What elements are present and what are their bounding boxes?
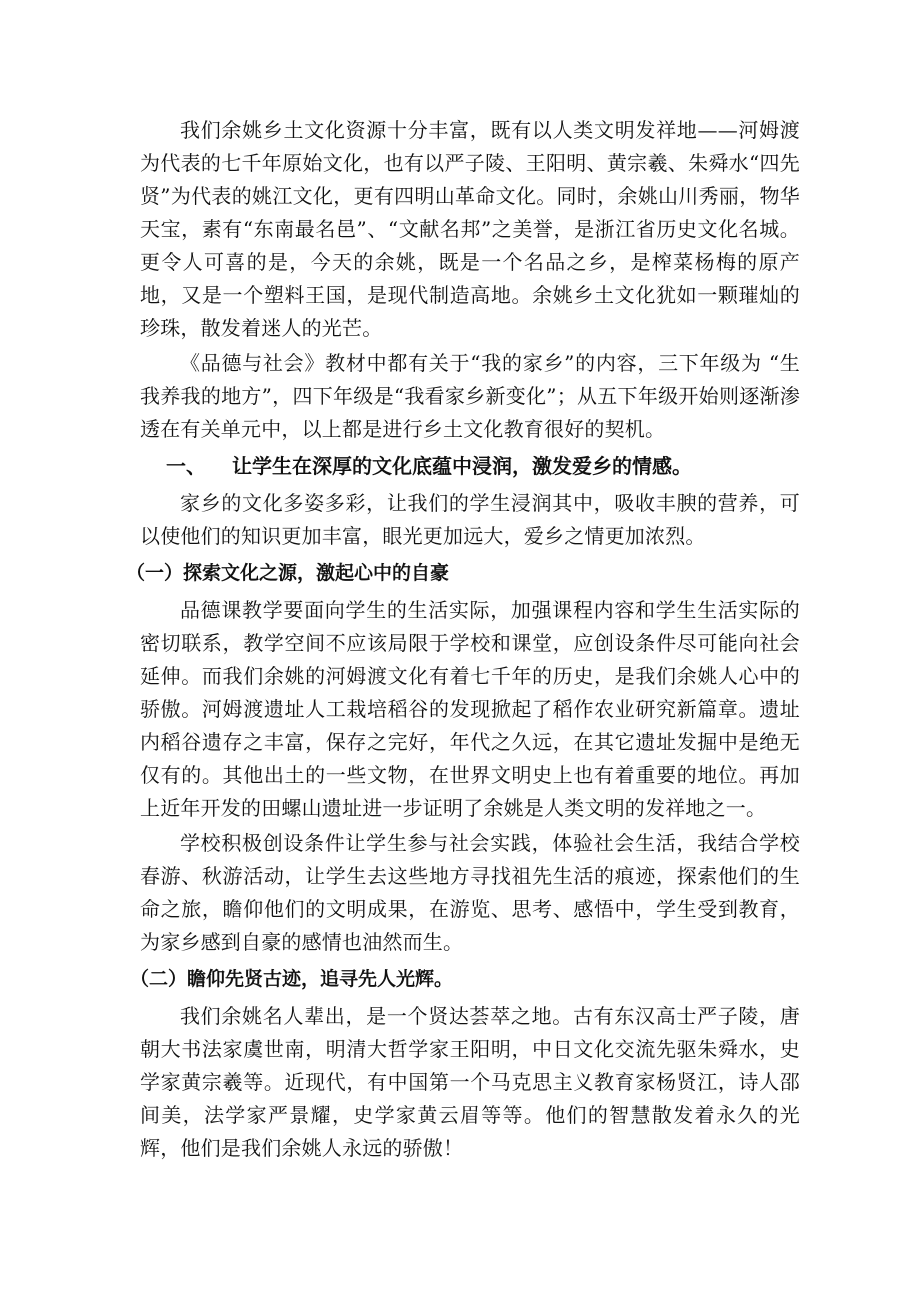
paragraph-local-culture-resources: 我们余姚乡土文化资源十分丰富，既有以人类文明发祥地——河姆渡为代表的七千年原始文化，也有以严子陵、王阳明、黄宗羲、朱舜水“四先贤”为代表的姚江文化，更有四明山革命文化。同时，余姚山川秀丽，物华天宝，素有“东南最名邑”、“文献名邦”之美誉，是浙江省历史文化名城。更令人可喜的是，今天的余姚，既是一个名品之乡，是榨菜杨梅的原产地，又是一个塑料王国，是现代制造高地。余姚乡土文化犹如一颗璀灿的珍珠，散发着迷人的光芒。	[140, 118, 800, 340]
subsection-heading-1: （一）探索文化之源，激起心中的自豪	[126, 562, 450, 584]
section-heading-1	[140, 450, 800, 483]
paragraph-hemudu-culture: 品德课教学要面向学生的生活实际，加强课程内容和学生生活实际的密切联系，教学空间不应该局限于学校和课堂，应创设条件尽可能向社会延伸。而我们余姚的河姆渡文化有着七千年的历史，是我们余姚人心中的骄傲。河姆渡遗址人工栽培稻谷的发现掀起了稻作农业研究新篇章。遗址内稻谷遗存之丰富，保存之完好，年代之久远，在其它遗址发掘中是绝无仅有的。其他出土的一些文物，在世界文明史上也有着重要的地位。再加上近年开发的田螺山遗址进一步证明了余姚是人类文明的发祥地之一。	[140, 598, 800, 820]
section-heading-text: 让学生在深厚的文化底蕴中浸润，激发爱乡的情感。	[232, 454, 692, 478]
paragraph-hometown-culture: 家乡的文化多姿多彩，让我们的学生浸润其中，吸收丰腴的营养，可以使他们的知识更加丰富，眼光更加远大，爱乡之情更加浓烈。	[140, 491, 800, 548]
paragraph-famous-people: 我们余姚名人辈出，是一个贤达荟萃之地。古有东汉高士严子陵，唐朝大书法家虞世南，明清大哲学家王阳明，中日文化交流先驱朱舜水，史学家黄宗羲等。近现代，有中国第一个马克思主义教育家杨贤江，诗人邵间美，法学家严景耀，史学家黄云眉等等。他们的智慧散发着永久的光辉，他们是我们余姚人永远的骄傲！	[140, 1004, 800, 1160]
paragraph-social-practice: 学校积极创设条件让学生参与社会实践，体验社会生活，我结合学校春游、秋游活动，让学生去这些地方寻找祖先生活的痕迹，探索他们的生命之旅，瞻仰他们的文明成果，在游览、思考、感悟中，学生受到教育，为家乡感到自豪的感情也油然而生。	[140, 831, 800, 954]
section-heading-number: 一、	[166, 454, 206, 478]
subsection-heading-2: （二）瞻仰先贤古迹，追寻先人光辉。	[130, 968, 454, 990]
paragraph-textbook-content: 《品德与社会》教材中都有关于“我的家乡”的内容，三下年级为 “生我养我的地方”，四下年级是“我看家乡新变化”；从五下年级开始则逐渐渗透在有关单元中，以上都是进行乡土文化教育很好的契机。	[140, 351, 800, 441]
document-body	[126, 114, 800, 1165]
